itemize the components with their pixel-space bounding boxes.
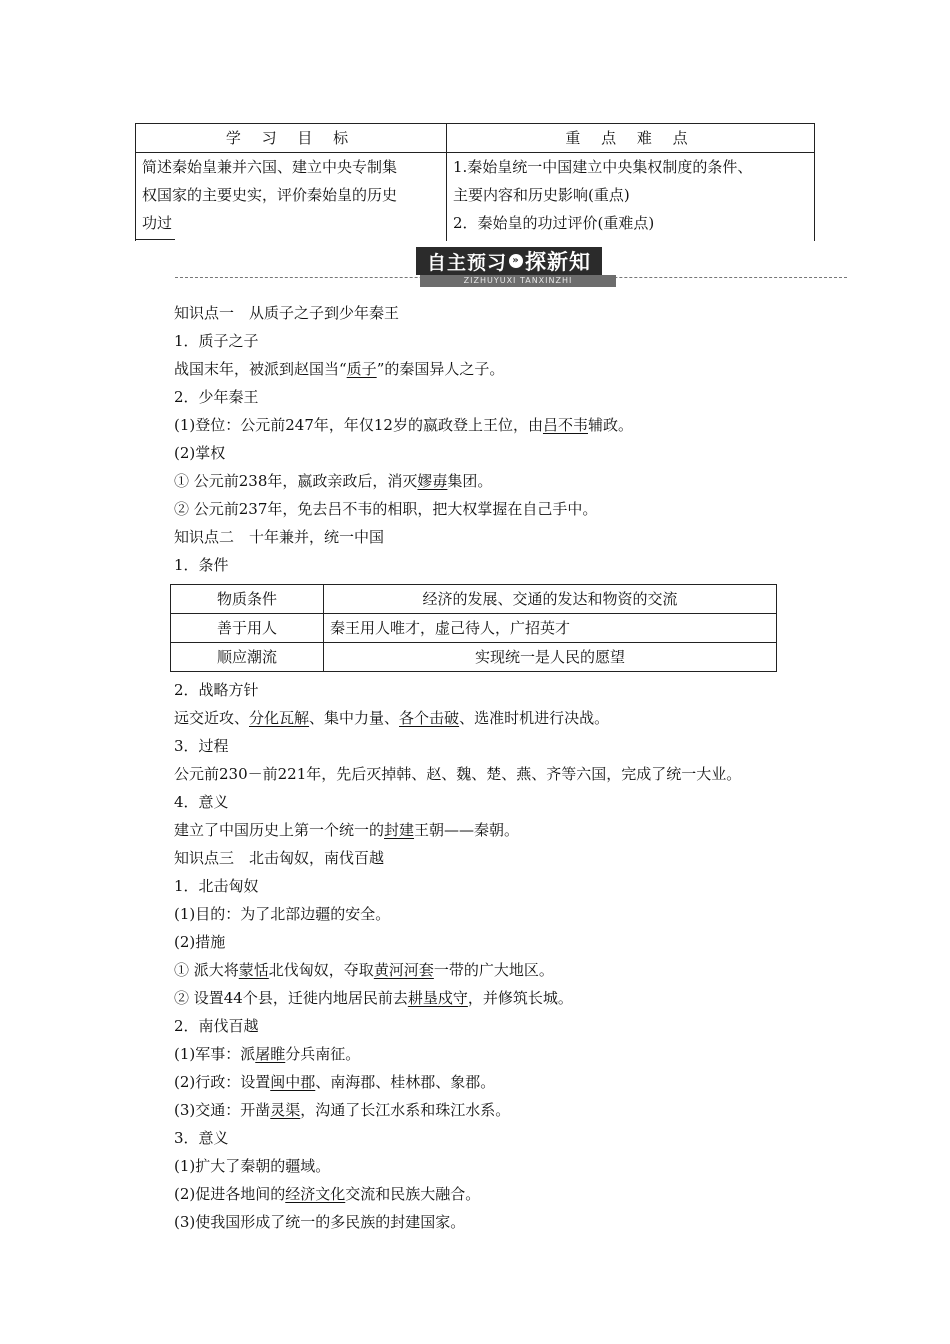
objectives-keypoints-cell (447, 153, 815, 242)
text: 北伐匈奴，夺取 (268, 961, 374, 979)
table-row (171, 585, 777, 614)
table-cell: 实现统一是人民的愿望 (324, 643, 777, 672)
text: 战国末年，被派到赵国当“ (174, 360, 347, 378)
subheading: 2．战略方针 (174, 681, 259, 699)
text: 分兵南征。 (285, 1045, 361, 1063)
text: ，并修筑长城。 (467, 989, 573, 1007)
goal-line: 权国家的主要史实，评价秦始皇的历史 (142, 186, 398, 204)
subheading: 1．质子之子 (174, 332, 259, 350)
paragraph (174, 984, 814, 1012)
key-term: 吕不韦 (542, 416, 588, 434)
paragraph (174, 1096, 814, 1124)
subheading: 3．意义 (174, 1129, 229, 1147)
text: (2)行政：设置 (174, 1073, 271, 1091)
text: 集团。 (447, 472, 493, 490)
table-cell: 善于用人 (171, 614, 324, 643)
content (174, 299, 814, 1236)
paragraph (174, 411, 814, 439)
table-row (171, 643, 777, 672)
subheading: 2．少年秦王 (174, 388, 259, 406)
table-row (171, 614, 777, 643)
text: 交流和民族大融合。 (345, 1185, 481, 1203)
table-cell: 秦王用人唯才，虚己待人，广招英才 (324, 614, 777, 643)
text: 、集中力量、 (309, 709, 400, 727)
text: (1)军事：派 (174, 1045, 256, 1063)
subheading: 1．北击匈奴 (174, 877, 259, 895)
text: 一带的广大地区。 (433, 961, 554, 979)
subheading: 2．南伐百越 (174, 1017, 259, 1035)
text: 远交近攻、 (174, 709, 250, 727)
keypoint-line: 1.秦始皇统一中国建立中央集权制度的条件、 (453, 158, 753, 176)
key-term: 灵渠 (270, 1101, 301, 1119)
section-title: 知识点三 北击匈奴，南伐百越 (174, 849, 385, 867)
section-title: 知识点一 从质子之子到少年秦王 (174, 304, 400, 322)
text: (1)登位：公元前247年，年仅12岁的嬴政登上王位，由 (174, 416, 543, 434)
paragraph: (2)掌权 (174, 444, 226, 462)
text: ① 公元前238年，嬴政亲政后，消灭 (174, 472, 418, 490)
goal-line: 简述秦始皇兼并六国、建立中央专制集 (142, 158, 398, 176)
objectives-goals-cell (136, 153, 447, 242)
objectives-header-goals: 学 习 目 标 (136, 124, 447, 153)
table-bottom-border-fragment (135, 239, 175, 240)
paragraph: (1)扩大了秦朝的疆域。 (174, 1157, 331, 1175)
subheading: 1．条件 (174, 556, 229, 574)
key-term: 闽中郡 (270, 1073, 316, 1091)
paragraph (174, 355, 814, 383)
paragraph (174, 1040, 814, 1068)
key-term: 黄河河套 (373, 961, 434, 979)
conditions-table (170, 584, 777, 672)
paragraph: (3)使我国形成了统一的多民族的封建国家。 (174, 1213, 466, 1231)
key-term: 封建 (384, 821, 415, 839)
text: (2)促进各地间的 (174, 1185, 286, 1203)
paragraph (174, 704, 814, 732)
key-term: 分化瓦解 (249, 709, 310, 727)
text: 王朝——秦朝。 (414, 821, 520, 839)
table-cell: 物质条件 (171, 585, 324, 614)
key-term: 嫪毐 (417, 472, 448, 490)
text: 、南海郡、桂林郡、象郡。 (315, 1073, 496, 1091)
key-term: 屠睢 (255, 1045, 286, 1063)
banner-title-part2: 探新知 (525, 250, 591, 274)
section-banner (416, 247, 602, 275)
paragraph: (1)目的：为了北部边疆的安全。 (174, 905, 391, 923)
subheading: 3．过程 (174, 737, 229, 755)
paragraph: (2)措施 (174, 933, 226, 951)
table-cell: 顺应潮流 (171, 643, 324, 672)
paragraph (174, 1180, 814, 1208)
objectives-table (135, 123, 815, 241)
banner-title-part1: 自主预习 (426, 251, 507, 274)
text: 建立了中国历史上第一个统一的 (174, 821, 385, 839)
text: ② 设置44个县，迁徙内地居民前去 (174, 989, 408, 1007)
paragraph: ② 公元前237年，免去吕不韦的相职，把大权掌握在自己手中。 (174, 500, 598, 518)
table-cell: 经济的发展、交通的发达和物资的交流 (324, 585, 777, 614)
key-term: 质子 (346, 360, 377, 378)
objectives-header-keypoints: 重 点 难 点 (447, 124, 815, 153)
key-term: 经济文化 (285, 1185, 346, 1203)
text: ，沟通了长江水系和珠江水系。 (300, 1101, 511, 1119)
keypoint-line: 2．秦始皇的功过评价(重难点) (453, 214, 655, 232)
section-title: 知识点二 十年兼并，统一中国 (174, 528, 385, 546)
keypoint-line: 主要内容和历史影响(重点) (453, 186, 630, 204)
conditions-table-wrapper (174, 584, 814, 676)
paragraph: 公元前230－前221年，先后灭掉韩、赵、魏、楚、燕、齐等六国，完成了统一大业。 (174, 765, 742, 783)
paragraph (174, 1068, 814, 1096)
paragraph (174, 816, 814, 844)
text: (3)交通：开凿 (174, 1101, 271, 1119)
text: ”的秦国异人之子。 (376, 360, 505, 378)
objectives-body-row (136, 153, 815, 242)
subheading: 4．意义 (174, 793, 229, 811)
text: 、选准时机进行决战。 (459, 709, 610, 727)
key-term: 耕垦戍守 (407, 989, 468, 1007)
text: ① 派大将 (174, 961, 239, 979)
chevron-right-icon: » (509, 254, 523, 268)
paragraph (174, 956, 814, 984)
objectives-header-row (136, 124, 815, 153)
key-term: 各个击破 (399, 709, 460, 727)
paragraph (174, 467, 814, 495)
banner-subtitle: ZIZHUYUXI TANXINZHI (420, 275, 616, 287)
key-term: 蒙恬 (238, 961, 269, 979)
goal-line: 功过 (142, 214, 173, 232)
text: 辅政。 (587, 416, 633, 434)
